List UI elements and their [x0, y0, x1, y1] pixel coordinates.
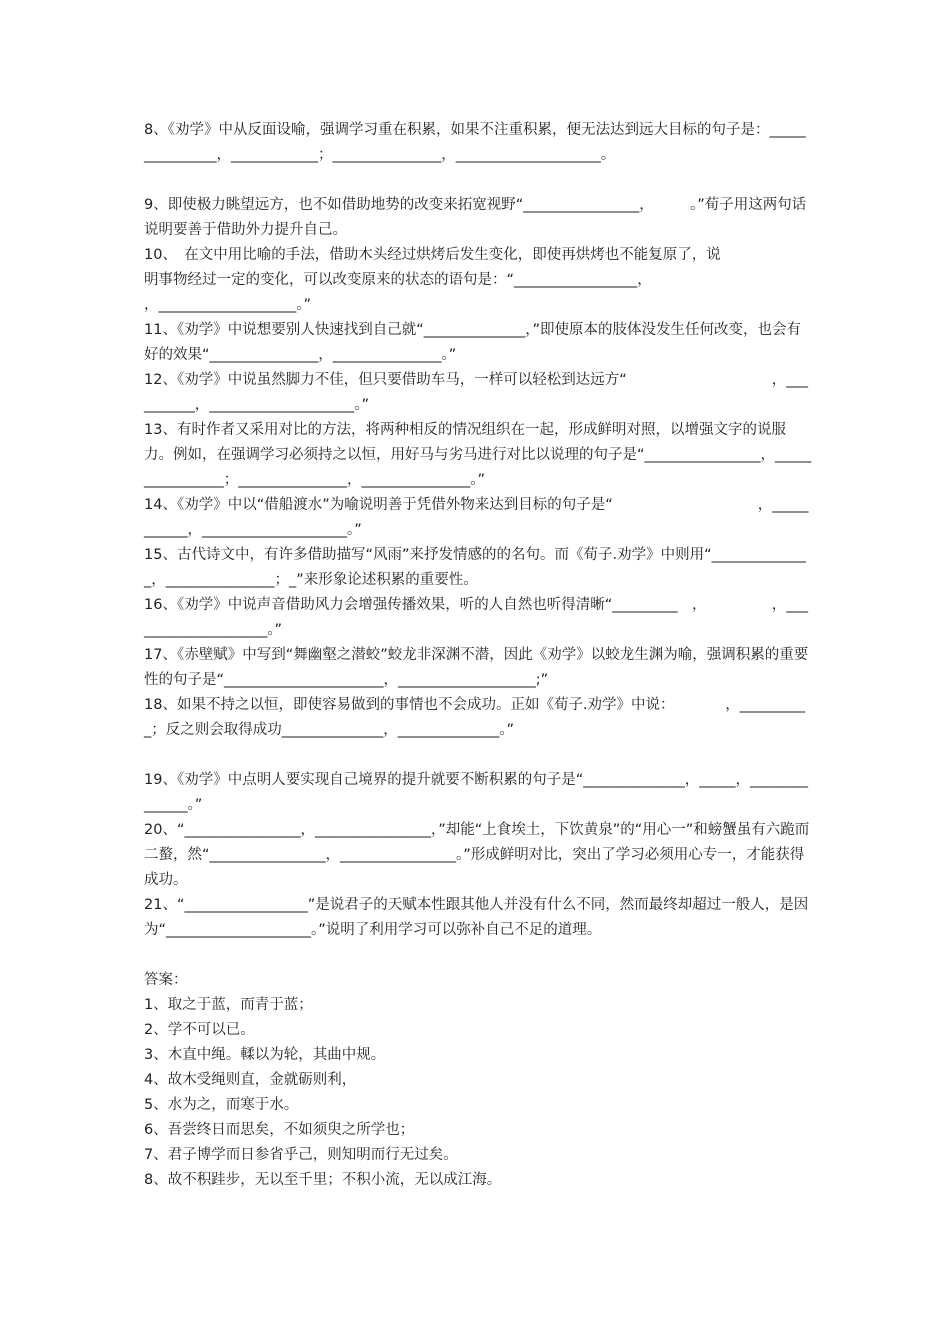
answer-item: 6、吾尝终日而思矣，不如须臾之所学也； [144, 1122, 415, 1138]
question-17: 17、《赤壁赋》中写到“舞幽壑之潜蛟”蛟龙非深渊不潜，因此《劝学》以蛟龙生渊为喻，强调积累的重要性的句子是“______________________，___________________;” [144, 647, 809, 688]
spacer [144, 943, 812, 968]
question-14: 14、《劝学》中以“借船渡水”为喻说明善于凭借外物来达到目标的句子是“ ，___________，____________________。” [144, 497, 809, 538]
document-page [144, 118, 812, 1193]
question-19: 19、《劝学》中点明人要实现自己境界的提升就要不断积累的句子是“______________，_____，______________。” [144, 772, 808, 813]
question-18: 18、如果不持之以恒，即使容易做到的事情也不会成功。正如《荀子.劝学》中说： ，__________；反之则会取得成功______________，______________。” [144, 697, 806, 738]
question-12: 12、《劝学》中说虽然脚力不佳，但只要借助车马，一样可以轻松到达远方“ ，__________，____________________。” [144, 372, 808, 413]
question-16: 16、《劝学》中说声音借助风力会增强传播效果，听的人自然也听得清晰“_________ ， ，____________________。” [144, 597, 808, 638]
answer-item: 1、取之于蓝，而青于蓝； [144, 997, 313, 1013]
question-8: 8、《劝学》中从反面设喻，强调学习重在积累，如果不注重积累，便无法达到远大目标的句子是：_______________，____________；_______________，____________________。 [144, 122, 806, 163]
question-10: 10、 在文中用比喻的手法，借助木头经过烘烤后发生变化，即使再烘烤也不能复原了，说 明事物经过一定的变化，可以改变原来的状态的语句是：“_________________， ，___________________。” [144, 247, 721, 313]
answers-heading: 答案： [144, 972, 188, 988]
question-13: 13、有时作者又采用对比的方法，将两种相反的情况组织在一起，形成鲜明对照，以增强文字的说服力。例如，在强调学习必须持之以恒，用好马与劣马进行对比以说理的句子是“________________，________________；_______________，_______________。” [144, 422, 812, 488]
answer-item: 4、故木受绳则直，金就砺则利， [144, 1072, 357, 1088]
question-9: 9、即使极力眺望远方，也不如借助地势的改变来拓宽视野“________________， 。”荀子用这两句话说明要善于借助外力提升自己。 [144, 197, 807, 238]
answer-item: 2、学不可以已。 [144, 1022, 255, 1038]
spacer [144, 743, 812, 768]
answer-item: 3、木直中绳。輮以为轮，其曲中规。 [144, 1047, 386, 1063]
spacer [144, 168, 812, 193]
question-20: 20、“________________，________________，”却能“上食埃土，下饮黄泉”的“用心一”和螃蟹虽有六跪而二螯，然“________________，________________。”形成鲜明对比，突出了学习必须用心专一，才能获得成功。 [144, 822, 810, 888]
question-15: 15、古代诗文中，有许多借助描写“风雨”来抒发情感的的名句。而《荀子.劝学》中则用“______________，_______________；_”来形象论述积累的重要性。 [144, 547, 806, 588]
answer-item: 8、故不积跬步，无以至千里；不积小流，无以成江海。 [144, 1172, 502, 1188]
question-11: 11、《劝学》中说想要别人快速找到自己就“______________，”即使原本的肢体没发生任何改变，也会有好的效果“_______________，_______________。” [144, 322, 801, 363]
answer-item: 7、君子博学而日参省乎己，则知明而行无过矣。 [144, 1147, 458, 1163]
answer-item: 5、水为之，而寒于水。 [144, 1097, 299, 1113]
question-21: 21、“_________________”是说君子的天赋本性跟其他人并没有什么不同，然而最终却超过一般人，是因为“____________________。”说明了利用学习可以弥补自己不足的道理。 [144, 897, 809, 938]
